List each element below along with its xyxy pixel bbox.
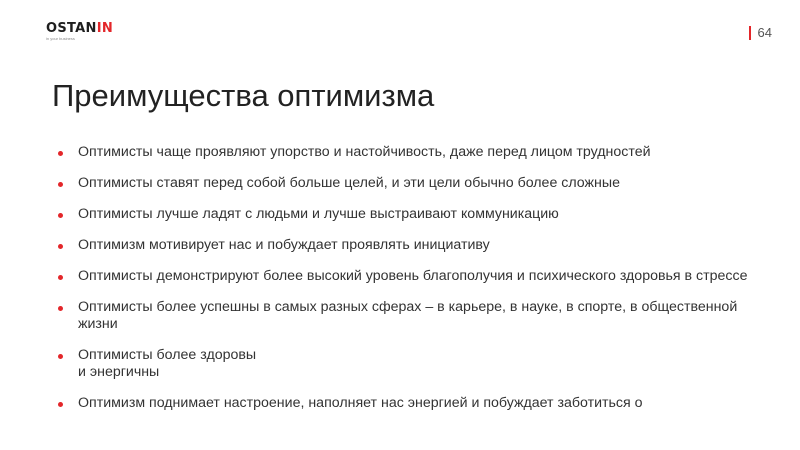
bullet-dot-icon	[58, 275, 63, 280]
bullet-text: Оптимисты лучше ладят с людьми и лучше выстраивают коммуникацию	[78, 206, 559, 222]
bullet-dot-icon	[58, 306, 63, 311]
bullet-text: Оптимисты демонстрируют более высокий уровень благополучия и психического здоровья в стрессе	[78, 268, 748, 284]
bullet-item	[58, 299, 768, 333]
bullet-dot-icon	[58, 213, 63, 218]
bullet-item	[58, 395, 768, 412]
bullet-text: Оптимизм поднимает настроение, наполняет нас энергией и побуждает заботиться о	[78, 395, 643, 411]
bullet-dot-icon	[58, 244, 63, 249]
company-logo	[46, 22, 113, 41]
logo-wordmark-main: OSTAN	[46, 21, 97, 36]
bullet-item	[58, 144, 768, 161]
bullet-text: Оптимисты ставят перед собой больше целей, и эти цели обычно более сложные	[78, 175, 620, 191]
page-number-block	[749, 26, 772, 40]
slide-title: Преимущества оптимизма	[52, 78, 435, 113]
logo-tagline: in your business	[46, 36, 75, 41]
logo-wordmark-accent: IN	[96, 21, 114, 36]
page-number-divider	[749, 26, 751, 40]
bullet-item	[58, 347, 768, 381]
bullet-text: Оптимисты чаще проявляют упорство и настойчивость, даже перед лицом трудностей	[78, 144, 651, 160]
bullet-dot-icon	[58, 402, 63, 407]
page-number: 64	[757, 25, 772, 40]
bullet-dot-icon	[58, 151, 63, 156]
bullet-item	[58, 268, 768, 285]
bullet-dot-icon	[58, 354, 63, 359]
bullet-dot-icon	[58, 182, 63, 187]
bullet-text: Оптимисты более здоровы и энергичны	[78, 347, 257, 380]
bullet-text: Оптимисты более успешны в самых разных сферах – в карьере, в науке, в спорте, в общественной жизни	[78, 299, 738, 332]
bullet-list	[58, 144, 768, 426]
bullet-item	[58, 175, 768, 192]
bullet-item	[58, 237, 768, 254]
bullet-text: Оптимизм мотивирует нас и побуждает проявлять инициативу	[78, 237, 490, 253]
bullet-item	[58, 206, 768, 223]
logo-wordmark	[46, 22, 113, 35]
